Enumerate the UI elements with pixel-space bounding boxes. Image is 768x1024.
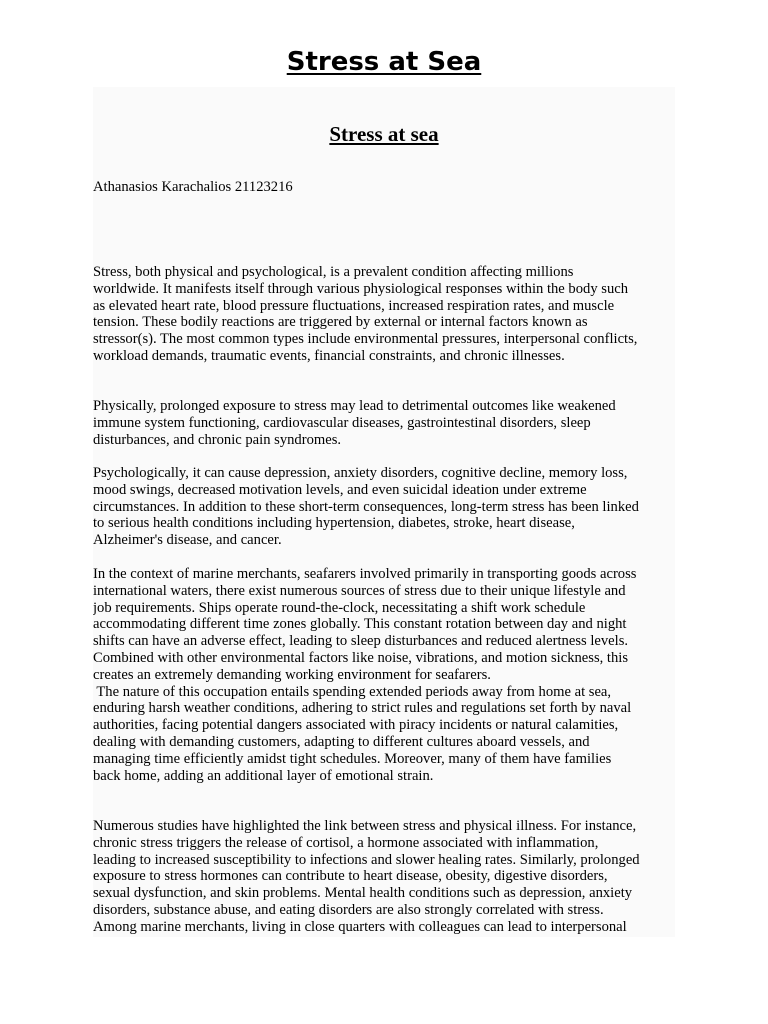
paragraph-line: Combined with other environmental factors like noise, vibrations, and motion sickness, this [93, 649, 629, 666]
paragraph-line: Stress, both physical and psychological, is a prevalent condition affecting millions [93, 264, 574, 280]
paragraph-line: as elevated heart rate, blood pressure fluctuations, increased respiration rates, and muscle [93, 297, 615, 314]
paragraph-line: mood swings, decreased motivation levels, and even suicidal ideation under extreme [93, 481, 587, 498]
paragraph-line: Physically, prolonged exposure to stress may lead to detrimental outcomes like weakened [93, 398, 616, 414]
paragraph-psychological [93, 465, 675, 549]
paragraph-line: exposure to stress hormones can contribute to heart disease, obesity, digestive disorders, [93, 868, 608, 885]
paragraph-line: Among marine merchants, living in close quarters with colleagues can lead to interpersonal [93, 918, 627, 935]
paragraph-line: authorities, facing potential dangers associated with piracy incidents or natural calamities, [93, 717, 619, 734]
paragraph-line: job requirements. Ships operate round-the-clock, necessitating a shift work schedule [93, 599, 586, 616]
paragraph-line: accommodating different time zones globally. This constant rotation between day and night [93, 616, 627, 633]
paragraph-studies [93, 818, 675, 936]
paragraph-line: creates an extremely demanding working environment for seafarers. [93, 666, 491, 683]
paragraph-line: back home, adding an additional layer of emotional strain. [93, 767, 434, 784]
paragraph-line: stressor(s). The most common types include environmental pressures, interpersonal conflicts, [93, 331, 638, 348]
paragraph-line: sexual dysfunction, and skin problems. Mental health conditions such as depression, anxiety [93, 885, 633, 902]
document-page [93, 87, 675, 937]
paragraph-line: circumstances. In addition to these short-term consequences, long-term stress has been linked [93, 498, 639, 515]
author-line: Athanasios Karachalios 21123216 [93, 179, 293, 195]
paragraph-physical [93, 398, 675, 448]
paragraph-line: managing time efficiently amidst tight schedules. Moreover, many of them have families [93, 750, 612, 767]
paragraph-marine-context [93, 566, 675, 784]
paragraph-intro [93, 264, 675, 365]
paragraph-line: dealing with demanding customers, adapting to different cultures aboard vessels, and [93, 733, 590, 750]
paragraph-line: disturbances, and chronic pain syndromes. [93, 431, 342, 448]
paragraph-line: immune system functioning, cardiovascular diseases, gastrointestinal disorders, sleep [93, 414, 591, 431]
paragraph-line: Numerous studies have highlighted the link between stress and physical illness. For instance, [93, 818, 637, 834]
paragraph-line: to serious health conditions including hypertension, diabetes, stroke, heart disease, [93, 515, 575, 532]
paragraph-line: Psychologically, it can cause depression, anxiety disorders, cognitive decline, memory loss, [93, 465, 628, 481]
paragraph-line: tension. These bodily reactions are triggered by external or internal factors known as [93, 314, 588, 331]
paragraph-line: worldwide. It manifests itself through various physiological responses within the body such [93, 280, 629, 297]
paragraph-line: leading to increased susceptibility to infections and slower healing rates. Similarly, prolonged [93, 851, 640, 868]
paragraph-line: chronic stress triggers the release of cortisol, a hormone associated with inflammation, [93, 834, 599, 851]
paragraph-line: Alzheimer's disease, and cancer. [93, 532, 282, 549]
paragraph-line: workload demands, traumatic events, financial constraints, and chronic illnesses. [93, 347, 565, 364]
paragraph-line: international waters, there exist numerous sources of stress due to their unique lifestyle and [93, 582, 626, 599]
paragraph-line: The nature of this occupation entails spending extended periods away from home at sea, [93, 683, 612, 700]
document-header-title: Stress at Sea [286, 47, 482, 77]
paragraph-line: enduring harsh weather conditions, adhering to strict rules and regulations set forth by naval [93, 700, 632, 717]
paragraph-line: shifts can have an adverse effect, leading to sleep disturbances and reduced alertness levels. [93, 633, 629, 650]
paragraph-line: disorders, substance abuse, and eating disorders are also strongly correlated with stress. [93, 901, 604, 918]
paper-title: Stress at sea [329, 122, 439, 146]
paragraph-line: In the context of marine merchants, seafarers involved primarily in transporting goods across [93, 566, 637, 582]
